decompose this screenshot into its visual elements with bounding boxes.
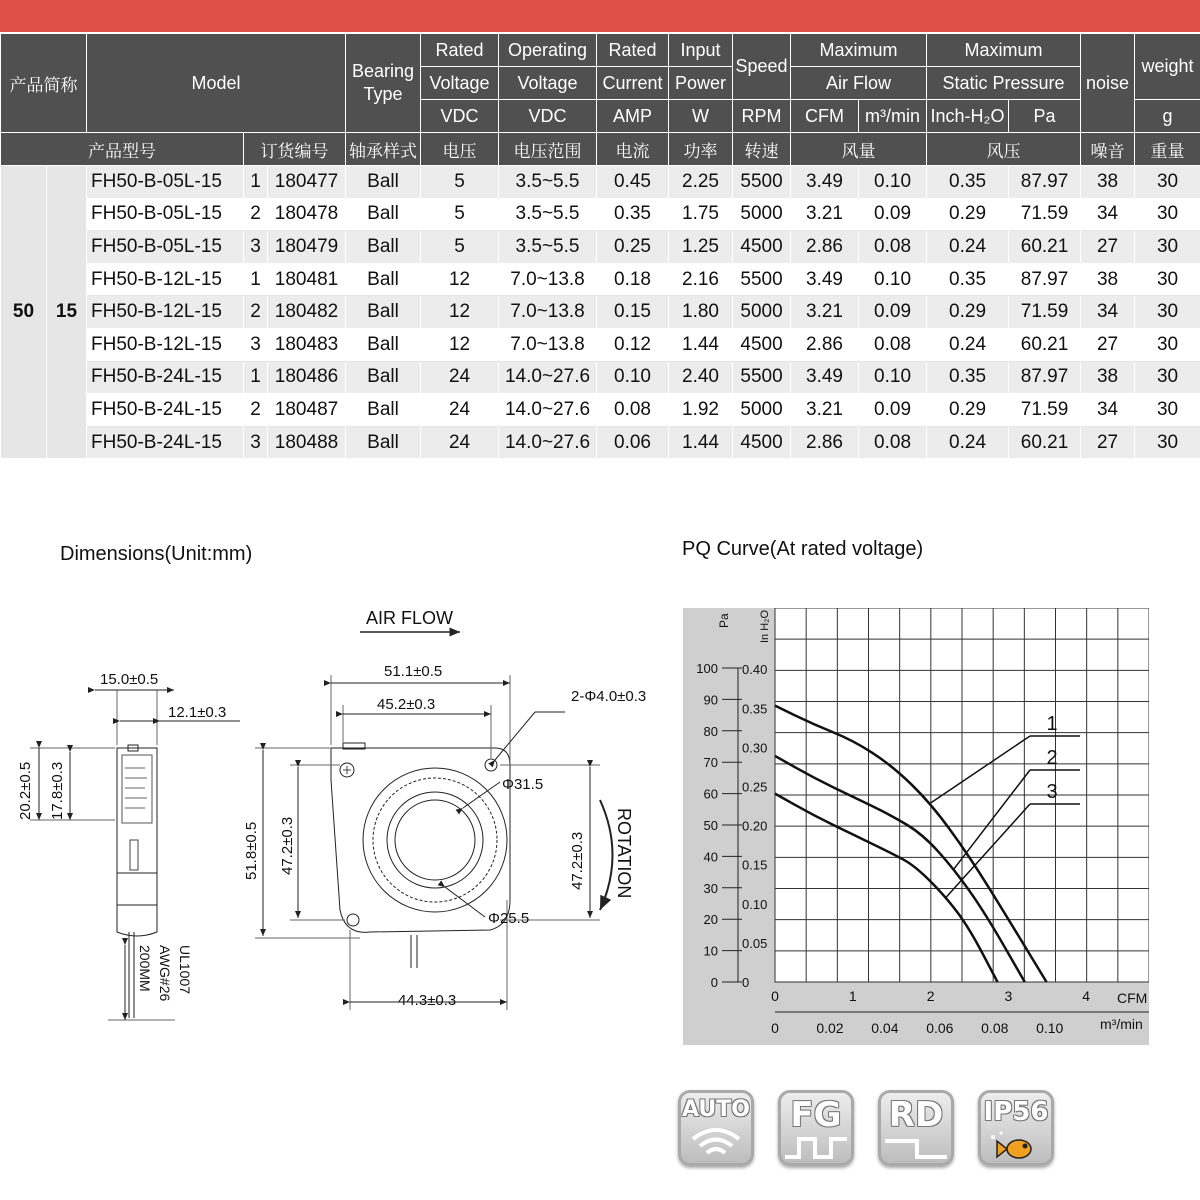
m3min-tick-label: 0.04: [871, 1020, 899, 1036]
cell-volt: 5: [421, 166, 499, 199]
header-zh-current: 电流: [597, 133, 669, 166]
cell-pa: 60.21: [1009, 426, 1081, 459]
cell-amp: 0.18: [597, 263, 669, 296]
pa-tick-label: 20: [703, 912, 718, 928]
cell-model: FH50-B-05L-15: [87, 198, 244, 231]
inh2o-tick-label: 0.35: [742, 701, 768, 717]
cell-inch: 0.29: [927, 198, 1009, 231]
cell-m3: 0.10: [859, 166, 927, 199]
cell-rpm: 5000: [733, 198, 791, 231]
cell-pa: 87.97: [1009, 361, 1081, 394]
m3min-axis-label: m³/min: [1100, 1016, 1143, 1032]
m3min-tick-label: 0.10: [1036, 1020, 1064, 1036]
cell-inch: 0.35: [927, 166, 1009, 199]
cell-pa: 71.59: [1009, 198, 1081, 231]
cell-noise: 38: [1081, 263, 1135, 296]
dim-45-2: 45.2±0.3: [377, 696, 436, 713]
header-rated-current: Rated: [597, 34, 669, 67]
cell-volt: 12: [421, 263, 499, 296]
header-bearing-type: Bearing Type: [346, 34, 421, 133]
pa-tick-label: 70: [703, 755, 718, 771]
cfm-tick-label: 0: [771, 988, 779, 1004]
header-max-air: Maximum: [791, 34, 927, 67]
cell-model: FH50-B-24L-15: [87, 394, 244, 427]
cell-order: 180481: [268, 263, 346, 296]
cell-pa: 87.97: [1009, 166, 1081, 199]
cell-rpm: 4500: [733, 426, 791, 459]
m3min-tick-label: 0.08: [981, 1020, 1009, 1036]
dim-15-0: 15.0±0.5: [100, 671, 159, 688]
cell-watt: 1.75: [669, 198, 733, 231]
cell-order: 180487: [268, 394, 346, 427]
cell-model: FH50-B-24L-15: [87, 426, 244, 459]
cell-cfm: 3.49: [791, 263, 859, 296]
cell-range: 7.0~13.8: [499, 296, 597, 329]
inh2o-tick-label: 0: [742, 975, 750, 990]
cell-m3: 0.08: [859, 231, 927, 264]
cell-bearing: Ball: [346, 328, 421, 361]
cell-watt: 2.25: [669, 166, 733, 199]
header-input: Input: [669, 34, 733, 67]
header-zh-pressure: 风压: [927, 133, 1081, 166]
cell-rpm: 4500: [733, 328, 791, 361]
cell-noise: 34: [1081, 394, 1135, 427]
cell-cfm: 3.49: [791, 166, 859, 199]
header-max-pressure: Maximum: [927, 34, 1081, 67]
cell-rpm: 4500: [733, 231, 791, 264]
header-zh-range: 电压范围: [499, 133, 597, 166]
table-row: [1, 231, 1200, 264]
header-noise: noise: [1081, 34, 1135, 133]
cell-model: FH50-B-05L-15: [87, 231, 244, 264]
cell-range: 7.0~13.8: [499, 328, 597, 361]
cell-bearing: Ball: [346, 394, 421, 427]
cell-order: 180483: [268, 328, 346, 361]
cell-range: 3.5~5.5: [499, 166, 597, 199]
cell-variant: 1: [244, 361, 268, 394]
cell-range: 14.0~27.6: [499, 361, 597, 394]
table-row: [1, 263, 1200, 296]
cell-noise: 38: [1081, 361, 1135, 394]
spec-table: [0, 33, 1200, 459]
cell-weight: 30: [1135, 394, 1200, 427]
m3min-tick-label: 0: [771, 1020, 779, 1036]
cell-rpm: 5500: [733, 166, 791, 199]
cell-cfm: 2.86: [791, 328, 859, 361]
cell-order: 180488: [268, 426, 346, 459]
pq-curve-label: 3: [1046, 781, 1058, 803]
unit-amp: AMP: [597, 100, 669, 133]
header-voltage: Voltage: [421, 67, 499, 100]
cfm-axis-label: CFM: [1117, 990, 1148, 1006]
pa-tick-label: 40: [703, 849, 718, 865]
cell-variant: 3: [244, 426, 268, 459]
cell-m3: 0.08: [859, 426, 927, 459]
cell-volt: 24: [421, 426, 499, 459]
header-zh-weight: 重量: [1135, 133, 1200, 166]
inh2o-tick-label: 0.30: [742, 740, 768, 756]
cell-watt: 2.16: [669, 263, 733, 296]
cell-order: 180478: [268, 198, 346, 231]
cell-variant: 3: [244, 328, 268, 361]
cell-order: 180486: [268, 361, 346, 394]
cell-cfm: 2.86: [791, 231, 859, 264]
cell-noise: 34: [1081, 296, 1135, 329]
header-static-pressure: Static Pressure: [927, 67, 1081, 100]
cell-cfm: 2.86: [791, 426, 859, 459]
cell-amp: 0.10: [597, 361, 669, 394]
group-thickness: 15: [47, 166, 87, 459]
cell-watt: 1.44: [669, 328, 733, 361]
cell-variant: 1: [244, 166, 268, 199]
cell-m3: 0.08: [859, 328, 927, 361]
pa-tick-label: 60: [703, 786, 718, 802]
cell-watt: 1.92: [669, 394, 733, 427]
cell-watt: 1.25: [669, 231, 733, 264]
header-zh-speed: 转速: [733, 133, 791, 166]
inh2o-tick-label: 0.20: [742, 818, 768, 834]
cell-watt: 1.44: [669, 426, 733, 459]
cell-pa: 71.59: [1009, 296, 1081, 329]
dimensions-title: Dimensions(Unit:mm): [60, 543, 253, 565]
header-power: Power: [669, 67, 733, 100]
table-row: [1, 296, 1200, 329]
cell-amp: 0.08: [597, 394, 669, 427]
cell-range: 3.5~5.5: [499, 231, 597, 264]
cell-weight: 30: [1135, 166, 1200, 199]
cell-cfm: 3.21: [791, 198, 859, 231]
header-zh-voltage: 电压: [421, 133, 499, 166]
cell-amp: 0.25: [597, 231, 669, 264]
unit-cfm: CFM: [791, 100, 859, 133]
cell-rpm: 5000: [733, 296, 791, 329]
cell-watt: 2.40: [669, 361, 733, 394]
pa-tick-label: 50: [703, 818, 718, 833]
cell-m3: 0.10: [859, 361, 927, 394]
cell-amp: 0.15: [597, 296, 669, 329]
cell-range: 14.0~27.6: [499, 426, 597, 459]
cell-volt: 5: [421, 231, 499, 264]
unit-vdc-range: VDC: [499, 100, 597, 133]
cell-rpm: 5500: [733, 263, 791, 296]
wifi-icon: [681, 1121, 751, 1161]
inh2o-axis-label: In H₂O: [759, 610, 771, 643]
pa-tick-label: 30: [703, 880, 718, 896]
dim-holes: 2-Φ4.0±0.3: [571, 688, 647, 705]
header-zh-noise: 噪音: [1081, 133, 1135, 166]
unit-inch-h2o: Inch-H₂O: [927, 100, 1009, 133]
pq-curve-label: 2: [1046, 747, 1058, 769]
cell-weight: 30: [1135, 198, 1200, 231]
unit-rpm: RPM: [733, 100, 791, 133]
cable-ul1007: UL1007: [177, 945, 193, 995]
fish-icon: [981, 1129, 1051, 1165]
inh2o-tick-label: 0.05: [742, 935, 768, 951]
cell-model: FH50-B-24L-15: [87, 361, 244, 394]
pa-tick-label: 90: [703, 692, 718, 708]
cell-weight: 30: [1135, 361, 1200, 394]
cell-amp: 0.45: [597, 166, 669, 199]
cell-weight: 30: [1135, 426, 1200, 459]
dim-phi-31-5: Φ31.5: [502, 776, 544, 793]
dim-47-2-right: 47.2±0.3: [569, 831, 586, 890]
cell-m3: 0.10: [859, 263, 927, 296]
cell-order: 180479: [268, 231, 346, 264]
dim-44-3: 44.3±0.3: [398, 992, 457, 1009]
cell-weight: 30: [1135, 231, 1200, 264]
cfm-tick-label: 3: [1004, 988, 1013, 1004]
cell-order: 180482: [268, 296, 346, 329]
header-zh-power: 功率: [669, 133, 733, 166]
table-row: [1, 394, 1200, 427]
cell-volt: 12: [421, 296, 499, 329]
pa-tick-label: 0: [710, 975, 718, 990]
cell-variant: 2: [244, 198, 268, 231]
header-rated: Rated: [421, 34, 499, 67]
cell-amp: 0.06: [597, 426, 669, 459]
cell-range: 14.0~27.6: [499, 394, 597, 427]
cell-variant: 2: [244, 296, 268, 329]
header-zh-model: 产品型号: [1, 133, 244, 166]
cell-weight: 30: [1135, 263, 1200, 296]
header-current: Current: [597, 67, 669, 100]
dim-12-1: 12.1±0.3: [168, 704, 227, 721]
m3min-tick-label: 0.06: [926, 1020, 954, 1036]
cell-inch: 0.35: [927, 263, 1009, 296]
fg-badge: [778, 1090, 854, 1166]
header-operating-voltage: Voltage: [499, 67, 597, 100]
cell-weight: 30: [1135, 328, 1200, 361]
cell-bearing: Ball: [346, 198, 421, 231]
cfm-tick-label: 1: [848, 988, 857, 1004]
pa-axis-label: Pa: [717, 613, 731, 628]
dim-phi-25-5: Φ25.5: [488, 910, 530, 927]
cell-order: 180477: [268, 166, 346, 199]
header-product-abbr: 产品简称: [1, 34, 87, 133]
unit-vdc: VDC: [421, 100, 499, 133]
cell-bearing: Ball: [346, 166, 421, 199]
air-flow-label: AIR FLOW: [366, 608, 454, 628]
unit-pa: Pa: [1009, 100, 1081, 133]
cell-rpm: 5000: [733, 394, 791, 427]
cell-inch: 0.29: [927, 394, 1009, 427]
cell-noise: 27: [1081, 426, 1135, 459]
cell-model: FH50-B-12L-15: [87, 263, 244, 296]
square-wave-icon: [781, 1133, 851, 1163]
unit-m3min: m³/min: [859, 100, 927, 133]
cell-watt: 1.80: [669, 296, 733, 329]
header-speed: Speed: [733, 34, 791, 100]
auto-badge-label: AUTO: [682, 1097, 750, 1122]
pq-curve-title: PQ Curve(At rated voltage): [682, 538, 924, 560]
cell-pa: 60.21: [1009, 328, 1081, 361]
header-model: Model: [87, 34, 346, 133]
cell-bearing: Ball: [346, 361, 421, 394]
dimensions-drawing: [0, 560, 700, 1080]
cell-variant: 3: [244, 231, 268, 264]
inh2o-tick-label: 0.25: [742, 779, 768, 795]
cell-inch: 0.24: [927, 426, 1009, 459]
header-operating: Operating: [499, 34, 597, 67]
cell-variant: 1: [244, 263, 268, 296]
ip56-badge-label: IP56: [983, 1097, 1049, 1127]
table-row: [1, 328, 1200, 361]
unit-g: g: [1135, 100, 1200, 133]
header-zh-bearing: 轴承样式: [346, 133, 421, 166]
cell-noise: 38: [1081, 166, 1135, 199]
cell-inch: 0.24: [927, 328, 1009, 361]
dim-47-2-left: 47.2±0.3: [279, 816, 296, 875]
cell-m3: 0.09: [859, 198, 927, 231]
table-row: [1, 361, 1200, 394]
cell-model: FH50-B-05L-15: [87, 166, 244, 199]
header-zh-airflow: 风量: [791, 133, 927, 166]
cell-pa: 87.97: [1009, 263, 1081, 296]
cell-range: 7.0~13.8: [499, 263, 597, 296]
table-row: [1, 426, 1200, 459]
cell-bearing: Ball: [346, 296, 421, 329]
pq-chart: [683, 608, 1149, 1045]
pa-tick-label: 10: [703, 943, 718, 959]
cell-volt: 24: [421, 361, 499, 394]
cell-noise: 34: [1081, 198, 1135, 231]
cell-cfm: 3.49: [791, 361, 859, 394]
cell-bearing: Ball: [346, 231, 421, 264]
cell-cfm: 3.21: [791, 296, 859, 329]
pa-tick-label: 80: [703, 723, 718, 739]
fg-badge-label: FG: [790, 1095, 842, 1135]
cell-inch: 0.29: [927, 296, 1009, 329]
cell-bearing: Ball: [346, 426, 421, 459]
m3min-tick-label: 0.02: [816, 1020, 844, 1036]
cell-volt: 24: [421, 394, 499, 427]
dim-51-1: 51.1±0.5: [384, 663, 443, 680]
rd-badge: [878, 1090, 954, 1166]
cell-noise: 27: [1081, 231, 1135, 264]
cell-bearing: Ball: [346, 263, 421, 296]
auto-badge: [678, 1090, 754, 1166]
cell-amp: 0.35: [597, 198, 669, 231]
cell-range: 3.5~5.5: [499, 198, 597, 231]
cell-rpm: 5500: [733, 361, 791, 394]
rd-badge-label: RD: [888, 1095, 944, 1135]
cell-inch: 0.24: [927, 231, 1009, 264]
ip56-badge: [978, 1090, 1054, 1166]
inh2o-tick-label: 0.15: [742, 857, 768, 873]
cell-cfm: 3.21: [791, 394, 859, 427]
side-view: [30, 690, 240, 1020]
cell-m3: 0.09: [859, 296, 927, 329]
pq-curve-label: 1: [1046, 713, 1058, 735]
dim-17-8: 17.8±0.3: [49, 761, 66, 820]
header-air-flow: Air Flow: [791, 67, 927, 100]
dim-20-2: 20.2±0.5: [17, 761, 34, 820]
group-size: 50: [1, 166, 47, 459]
cell-m3: 0.09: [859, 394, 927, 427]
cell-model: FH50-B-12L-15: [87, 328, 244, 361]
table-row: [1, 198, 1200, 231]
cell-model: FH50-B-12L-15: [87, 296, 244, 329]
header-zh-order: 订货编号: [244, 133, 346, 166]
cable-awg26: AWG#26: [157, 945, 173, 1002]
front-view: [255, 632, 613, 1010]
inh2o-tick-label: 0.10: [742, 896, 768, 912]
cfm-tick-label: 2: [926, 988, 935, 1004]
cell-volt: 12: [421, 328, 499, 361]
cable-length: 200MM: [137, 945, 153, 992]
inh2o-tick-label: 0.40: [742, 662, 768, 678]
step-signal-icon: [881, 1133, 951, 1163]
unit-w: W: [669, 100, 733, 133]
cell-weight: 30: [1135, 296, 1200, 329]
cell-amp: 0.12: [597, 328, 669, 361]
cell-volt: 5: [421, 198, 499, 231]
cell-variant: 2: [244, 394, 268, 427]
header-band: [0, 0, 1200, 32]
cell-pa: 60.21: [1009, 231, 1081, 264]
cell-noise: 27: [1081, 328, 1135, 361]
rotation-label: ROTATION: [614, 808, 634, 899]
header-weight: weight: [1135, 34, 1200, 100]
table-row: [1, 166, 1200, 199]
cell-inch: 0.35: [927, 361, 1009, 394]
cell-pa: 71.59: [1009, 394, 1081, 427]
pa-tick-label: 100: [696, 661, 718, 676]
cfm-tick-label: 4: [1082, 988, 1091, 1004]
dim-51-8: 51.8±0.5: [243, 821, 260, 880]
